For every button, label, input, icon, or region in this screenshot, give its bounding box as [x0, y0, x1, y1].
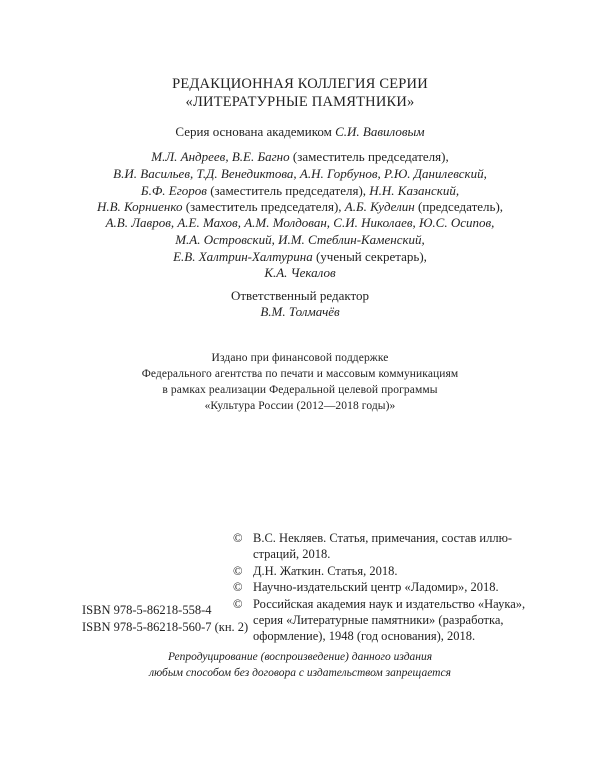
isbn-line-1: ISBN 978-5-86218-558-4	[82, 603, 212, 617]
board-member-names: А.В. Лавров, А.Е. Махов, А.М. Молдован, С.И. Николаев, Ю.С. Осипов,	[105, 215, 495, 230]
copyright-text: серия «Литературные памятники» (разработка,	[253, 613, 504, 627]
series-founded-line	[0, 124, 600, 140]
board-member-role: (заместитель председателя),	[182, 199, 345, 214]
copyright-symbol: ©	[233, 564, 243, 578]
copyright-text: Научно-издательский центр «Ладомир», 2018.	[253, 580, 499, 594]
board-member-names: М.А. Островский, И.М. Стеблин-Каменский,	[175, 232, 425, 247]
founder-name: С.И. Вавиловым	[335, 124, 425, 139]
series-name-title: «ЛИТЕРАТУРНЫЕ ПАМЯТНИКИ»	[185, 94, 415, 110]
editor-label: Ответственный редактор	[230, 288, 370, 303]
copyright-text: Российская академия наук и издательство «Наука»,	[253, 597, 526, 611]
copyright-text: В.С. Некляев. Статья, примечания, состав иллю-	[253, 531, 513, 545]
board-member-names: Н.Н. Казанский,	[369, 183, 460, 198]
funding-line-4: «Культура России (2012—2018 годы)»	[204, 400, 396, 412]
copyright-symbol: ©	[233, 597, 243, 611]
copyright-symbol: ©	[233, 531, 243, 545]
board-line	[0, 166, 600, 182]
copyright-text: страций, 2018.	[253, 547, 331, 561]
funding-line-3: в рамках реализации Федеральной целевой программы	[162, 384, 438, 396]
reproduction-notice-line-1: Репродуцирование (воспроизведение) данного издания	[167, 651, 433, 663]
founded-text: Серия основана академиком	[175, 124, 336, 139]
copyright-text: оформление), 1948 (год основания), 2018.	[253, 629, 476, 643]
board-member-role: (заместитель председателя),	[289, 149, 449, 164]
board-line	[0, 265, 600, 281]
board-member-names: В.И. Васильев, Т.Д. Венедиктова, А.Н. Горбунов, Р.Ю. Данилевский,	[113, 166, 487, 181]
copyright-text: Д.Н. Жаткин. Статья, 2018.	[253, 564, 398, 578]
board-member-names: А.Б. Куделин	[344, 199, 415, 214]
reproduction-notice-line-2: любым способом без договора с издательством запрещается	[149, 667, 451, 679]
board-member-names: М.Л. Андреев, В.Е. Багно	[151, 149, 290, 164]
editor-name: В.М. Толмачёв	[260, 304, 340, 319]
board-line	[0, 183, 600, 199]
board-member-names: Н.В. Корниенко	[96, 199, 183, 214]
board-line	[0, 199, 600, 215]
funding-line-2: Федерального агентства по печати и массовым коммуникациям	[141, 368, 459, 380]
copyright-symbol: ©	[233, 580, 243, 594]
board-line	[0, 215, 600, 231]
board-member-names: К.А. Чекалов	[264, 265, 336, 280]
board-line	[0, 232, 600, 248]
board-member-role: (председатель),	[414, 199, 504, 214]
board-member-names: Б.Ф. Егоров	[140, 183, 207, 198]
board-member-names: Е.В. Халтрин-Халтурина	[173, 249, 313, 264]
series-board-title: РЕДАКЦИОННАЯ КОЛЛЕГИЯ СЕРИИ	[172, 76, 428, 92]
isbn-line-2: ISBN 978-5-86218-560-7 (кн. 2)	[82, 620, 249, 634]
board-line	[0, 249, 600, 265]
funding-line-1: Издано при финансовой поддержке	[211, 352, 389, 364]
board-member-role: (заместитель председателя),	[206, 183, 370, 198]
board-member-role: (ученый секретарь),	[312, 249, 427, 264]
board-line	[0, 149, 600, 165]
